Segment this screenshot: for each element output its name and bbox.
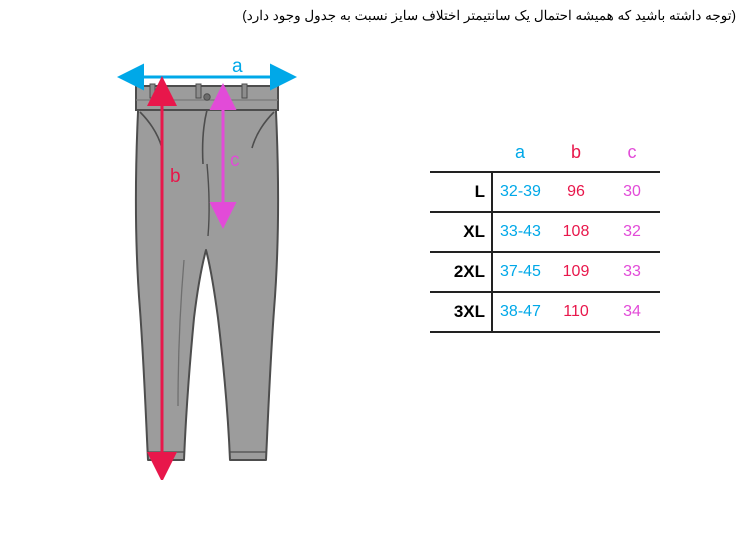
- cell-b: 108: [548, 212, 604, 252]
- cell-c: 30: [604, 172, 660, 212]
- table-row: [430, 172, 660, 212]
- cell-a: 38-47: [492, 292, 548, 332]
- cell-b: 110: [548, 292, 604, 332]
- measure-label-a: a: [232, 56, 243, 77]
- cell-b: 109: [548, 252, 604, 292]
- measure-label-b: b: [170, 166, 181, 187]
- cell-b: 96: [548, 172, 604, 212]
- pants-illustration: [110, 60, 330, 480]
- cell-c: 32: [604, 212, 660, 252]
- header-c: c: [604, 133, 660, 172]
- cell-a: 37-45: [492, 252, 548, 292]
- pants-size-diagram: [110, 56, 330, 480]
- measure-label-c: c: [230, 150, 240, 171]
- row-size-label: L: [430, 172, 492, 212]
- header-a: a: [492, 133, 548, 172]
- cell-a: 33-43: [492, 212, 548, 252]
- header-b: b: [548, 133, 604, 172]
- cell-a: 32-39: [492, 172, 548, 212]
- table-row: [430, 292, 660, 332]
- cell-c: 34: [604, 292, 660, 332]
- table-header-row: [430, 133, 660, 172]
- cell-c: 33: [604, 252, 660, 292]
- size-table: [430, 133, 660, 333]
- row-size-label: 3XL: [430, 292, 492, 332]
- table-row: [430, 212, 660, 252]
- header-blank: [430, 133, 492, 172]
- size-note: (توجه داشته باشید که همیشه احتمال یک سانتیمتر اختلاف سایز نسبت به جدول وجود دارد): [242, 8, 736, 23]
- table-row: [430, 252, 660, 292]
- row-size-label: XL: [430, 212, 492, 252]
- row-size-label: 2XL: [430, 252, 492, 292]
- pants-shape: [136, 84, 278, 460]
